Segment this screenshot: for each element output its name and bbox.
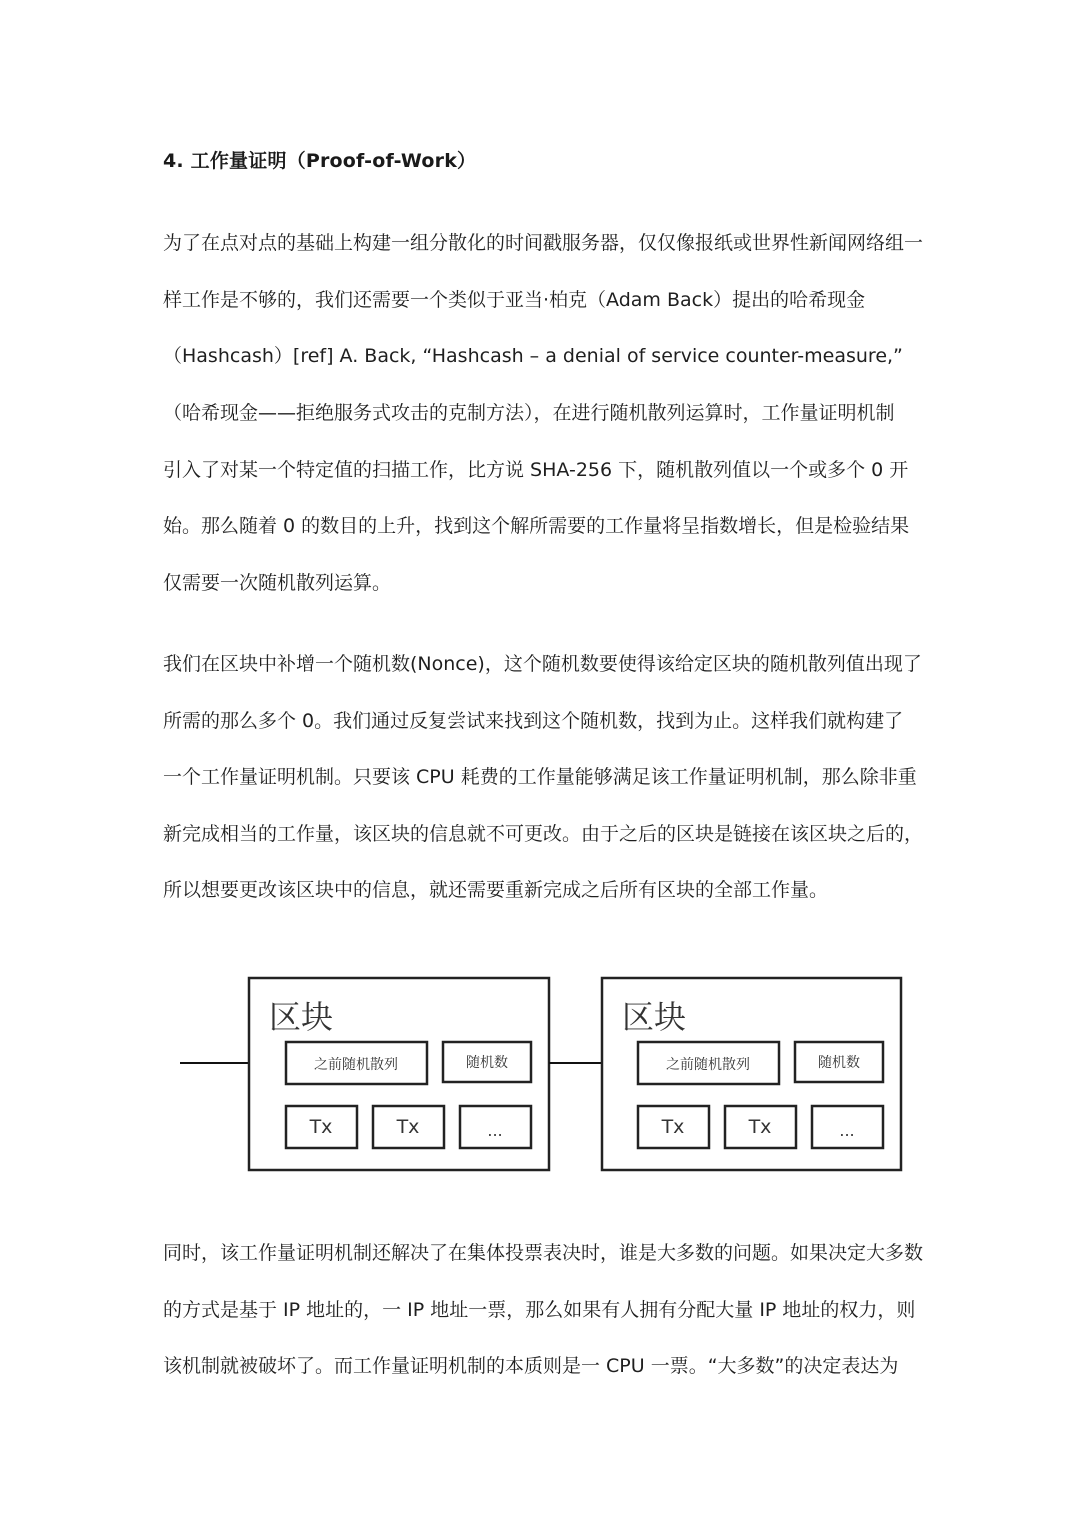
paragraph-2-line: 我们在区块中补增一个随机数(Nonce)，这个随机数要使得该给定区块的随机散列值出现了 [163, 653, 922, 675]
paragraph-1-line: 引入了对某一个特定值的扫描工作，比方说 SHA-256 下，随机散列值以一个或多个 0 开 [163, 459, 909, 481]
paragraph-2-line: 新完成相当的工作量，该区块的信息就不可更改。由于之后的区块是链接在该区块之后的， [163, 823, 924, 845]
paragraph-1-line: （Hashcash）[ref] A. Back, “Hashcash – a denial of service counter-measure,” [163, 345, 903, 367]
paragraph-2-line: 一个工作量证明机制。只要该 CPU 耗费的工作量能够满足该工作量证明机制，那么除非重 [163, 766, 917, 788]
block-2-title: 区块 [622, 998, 687, 1036]
paragraph-2-line: 所需的那么多个 0。我们通过反复尝试来找到这个随机数，找到为止。这样我们就构建了 [163, 710, 904, 732]
paragraph-1-line: 为了在点对点的基础上构建一组分散化的时间戳服务器，仅仅像报纸或世界性新闻网络组一 [163, 232, 924, 254]
block-2-tx-label: Tx [748, 1116, 772, 1138]
blockchain-diagram [170, 970, 910, 1180]
block-1 [249, 978, 549, 1170]
paragraph-1-line: 仅需要一次随机散列运算。 [163, 572, 392, 594]
paragraph-2-line: 所以想要更改该区块中的信息，就还需要重新完成之后所有区块的全部工作量。 [163, 879, 829, 901]
block-1-nonce-label: 随机数 [466, 1055, 508, 1071]
section-heading: 4. 工作量证明（Proof-of-Work） [163, 150, 477, 172]
paragraph-3-line: 的方式是基于 IP 地址的，一 IP 地址一票，那么如果有人拥有分配大量 IP 地址的权力，则 [163, 1299, 916, 1321]
paragraph-1-line: 始。那么随着 0 的数目的上升，找到这个解所需要的工作量将呈指数增长，但是检验结果 [163, 515, 910, 537]
block-1-more-label: ... [487, 1121, 503, 1140]
paragraph-1-line: （哈希现金——拒绝服务式攻击的克制方法），在进行随机散列运算时，工作量证明机制 [163, 402, 895, 424]
paragraph-1-line: 样工作是不够的，我们还需要一个类似于亚当·柏克（Adam Back）提出的哈希现金 [163, 289, 866, 311]
block-2-prev-hash-label: 之前随机散列 [666, 1057, 750, 1073]
paragraph-3-line: 该机制就被破坏了。而工作量证明机制的本质则是一 CPU 一票。“大多数”的决定表达为 [163, 1355, 899, 1377]
block-2 [602, 978, 901, 1170]
paragraph-3-line: 同时，该工作量证明机制还解决了在集体投票表决时，谁是大多数的问题。如果决定大多数 [163, 1242, 924, 1264]
block-2-more-label: ... [839, 1121, 855, 1140]
block-1-tx-label: Tx [309, 1116, 333, 1138]
block-2-tx-label: Tx [661, 1116, 685, 1138]
block-2-nonce-label: 随机数 [818, 1055, 860, 1071]
block-1-prev-hash-label: 之前随机散列 [314, 1057, 398, 1073]
block-1-tx-label: Tx [396, 1116, 420, 1138]
block-1-title: 区块 [269, 998, 334, 1036]
